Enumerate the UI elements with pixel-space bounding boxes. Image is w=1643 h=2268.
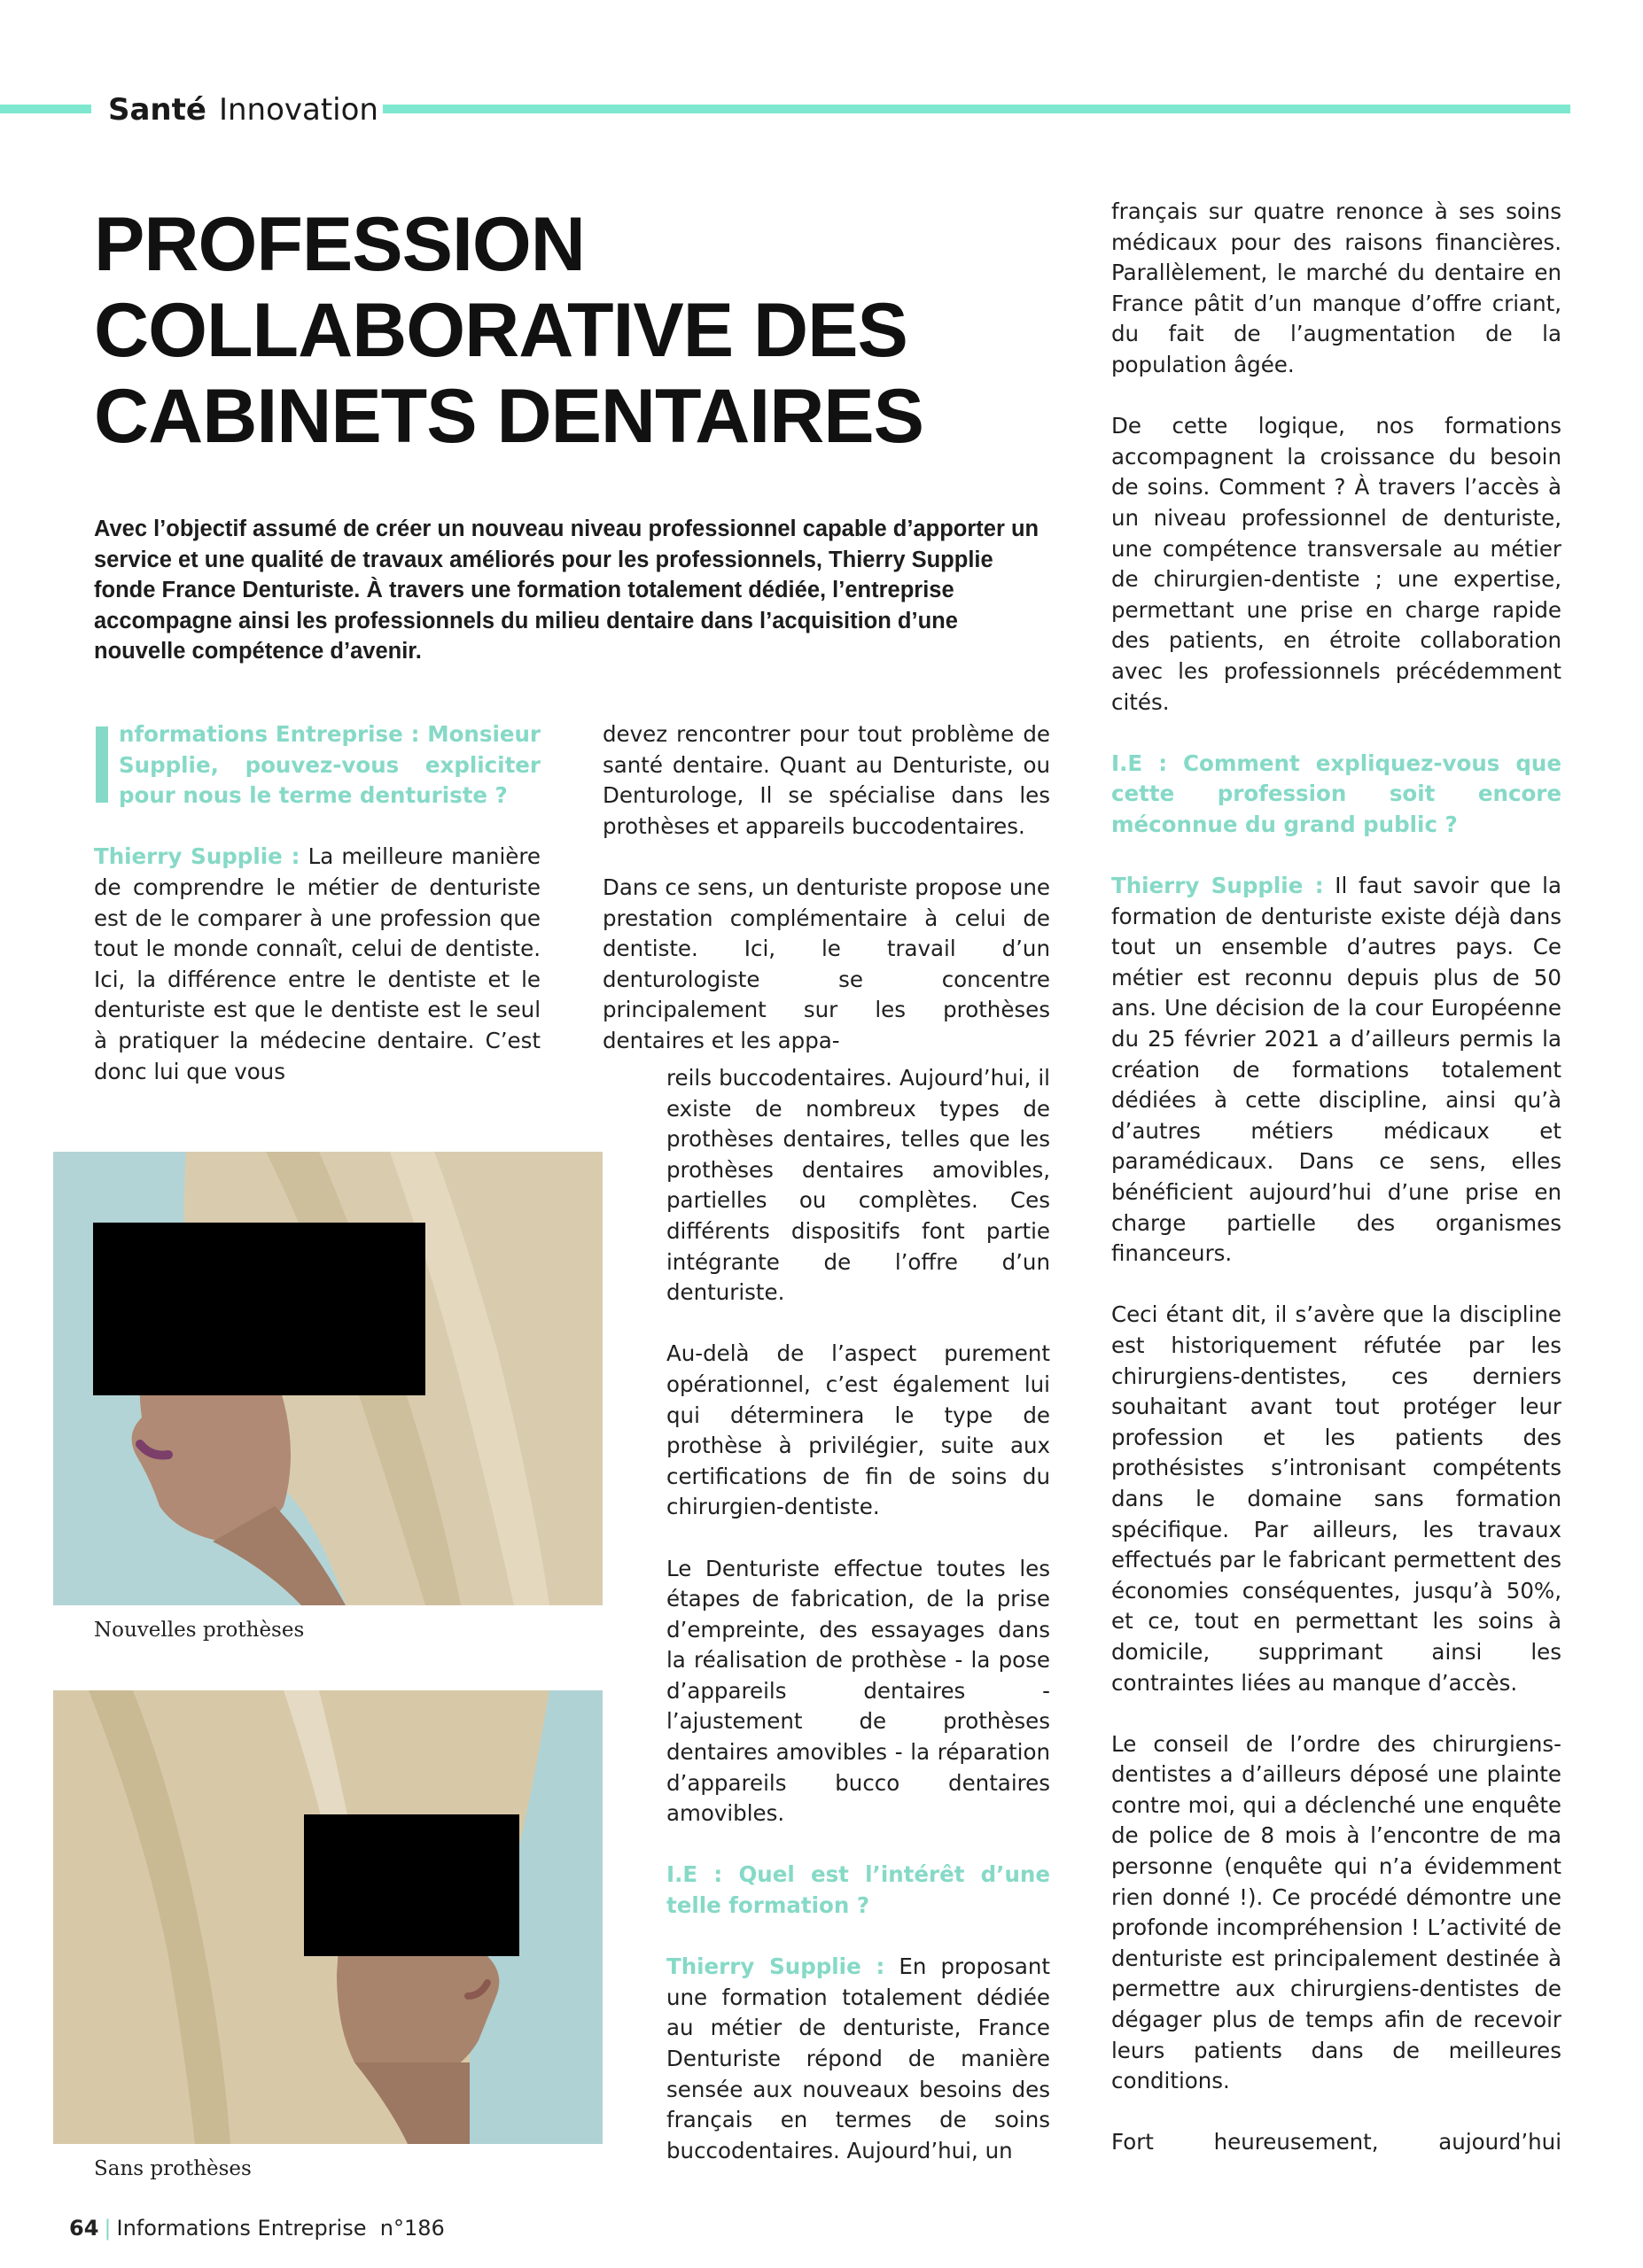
answer-3-text: Il faut savoir que la formation de denturiste existe déjà dans tout un ensemble d’autres pays. Ce métier est reconnu depuis plus de 50 ans. Une décision de la cour Européenne du 25 février 2021 a d’ailleurs permis la création de formations totalement dédiées à cette discipline, ainsi qu’à d’autres métiers médicaux et paramédicaux. Dans ce sens, elles bénéficient aujourd’hui d’une prise en charge partielle des organismes financeurs. — [1111, 873, 1561, 1267]
article-lead: Avec l’objectif assumé de créer un nouveau niveau professionnel capable d’apporter un service et une qualité de travaux améliorés pour les professionnels, Thierry Supplie fonde France Denturiste. À travers une formation totalement dédiée, l’entreprise accompagne ainsi les professionnels du milieu dentaire dans l’acquisition d’une nouvelle compétence d’avenir. — [94, 517, 1040, 664]
question-3: I.E : Comment expliquez-vous que cette profession soit encore méconnue du grand public ? — [1111, 750, 1561, 837]
col2-paragraph-2a: Dans ce sens, un denturiste propose une prestation complémentaire à celui de dentiste. Ici, le travail d’un denturologiste se concentre principalement sur les prothèses dentaires et les appa- — [603, 874, 1050, 1053]
answer-2 — [666, 1952, 1050, 2166]
header-rule-right — [383, 105, 1570, 113]
footer-separator: | — [104, 2216, 112, 2241]
column-1 — [94, 719, 541, 1118]
speaker-label: Thierry Supplie : — [94, 843, 300, 870]
question-2: I.E : Quel est l’intérêt d’une telle formation ? — [666, 1861, 1050, 1919]
caption-photo-2: Sans prothèses — [94, 2157, 252, 2180]
col2-paragraph-3: Au-delà de l’aspect purement opérationnel, c’est également lui qui déterminera le type de prothèse à privilégier, suite aux certifications de fin de soins du chirurgien-dentiste. — [666, 1340, 1050, 1520]
answer-1-text: La meilleure manière de comprendre le métier de denturiste est de le comparer à une profession que tout le monde connaît, celui de dentiste. Ici, la différence entre le dentiste et le denturiste est que le dentiste est le seul à pratiquer la médecine dentaire. C’est donc lui que vous — [94, 843, 541, 1084]
column-2-top — [603, 719, 1050, 1087]
speaker-label: Thierry Supplie : — [1111, 873, 1324, 899]
col3-paragraph-4: Ceci étant dit, il s’avère que la discipline est historiquement réfutée par les chirurgiens-dentistes, ces derniers souhaitant avant tout protéger leur profession et les patients des prothésistes s’intronisant compétents dans le domaine sans formation spécifique. Par ailleurs, les travaux effectués par le fabricant permettent des économies conséquentes, jusqu’à 50%, et ce, tout en permettant les soins à domicile, supprimant ainsi les contraintes liées au manque d’accès. — [1111, 1301, 1561, 1696]
col2-paragraph-1: devez rencontrer pour tout problème de santé dentaire. Quant au Denturiste, ou Denturologe, Il se spécialise dans les prothèses et appareils buccodentaires. — [603, 721, 1050, 839]
column-3 — [1111, 197, 1561, 2189]
answer-2-text: En proposant une formation totalement dédiée au métier de denturiste, France Denturiste répond de manière sensée aux nouveaux besoins des français en termes de soins buccodentaires. Aujourd’hui, un — [666, 1953, 1050, 2163]
section-header — [108, 92, 378, 128]
col3-paragraph-2: De cette logique, nos formations accompagnent la croissance du besoin de soins. Comment ? À travers l’accès à un niveau professionnel de denturiste, une compétence transversale au métier de chirurgien-dentiste ; une expertise, permettant une prise en charge rapide des patients, en étroite collaboration avec les professionnels précédemment cités. — [1111, 413, 1561, 715]
answer-1 — [94, 842, 541, 1087]
header-rule-left — [0, 105, 91, 113]
page-footer — [69, 2215, 445, 2241]
question-1: nformations Entreprise : Monsieur Supplie, pouvez-vous expliciter pour nous le terme denturiste ? — [119, 721, 541, 809]
col3-paragraph-1: français sur quatre renonce à ses soins médicaux pour des raisons financières. Parallèlement, le marché du dentaire en France pâtit d’un manque d’offre criant, du fait de l’augmentation de la population âgée. — [1111, 198, 1561, 377]
col2-paragraph-4: Le Denturiste effectue toutes les étapes de fabrication, de la prise d’empreinte, des essayages dans la réalisation de prothèse - la pose d’appareils dentaires - l’ajustement de prothèses dentaires amovibles - la réparation d’appareils bucco dentaires amovibles. — [666, 1555, 1050, 1827]
article-title: PROFESSION COLLABORATIVE DES CABINETS DENTAIRES — [94, 202, 924, 459]
photo-new-prosthesis — [53, 1152, 603, 1605]
speaker-label: Thierry Supplie : — [666, 1953, 885, 1980]
column-2-bottom — [666, 1063, 1050, 2197]
section-label: Santé — [108, 92, 206, 128]
issue-number: n°186 — [379, 2216, 445, 2241]
answer-3 — [1111, 871, 1561, 1270]
magazine-name: Informations Entreprise — [116, 2216, 367, 2241]
profile-photo-2 — [53, 1690, 603, 2144]
page-number: 64 — [69, 2216, 99, 2241]
col3-paragraph-6: Fort heureusement, aujourd’hui — [1111, 2129, 1561, 2155]
col2-paragraph-2b: reils buccodentaires. Aujourd’hui, il existe de nombreux types de prothèses dentaires, telles que les prothèses dentaires amovibles, partielles ou complètes. Ces différents dispositifs font partie intégrante de l’offre d’un denturiste. — [666, 1065, 1050, 1306]
photo-without-prosthesis — [53, 1690, 603, 2144]
profile-photo-1 — [53, 1152, 603, 1605]
caption-photo-1: Nouvelles prothèses — [94, 1619, 305, 1642]
col3-paragraph-5: Le conseil de l’ordre des chirurgiens-dentistes a d’ailleurs déposé une plainte contre moi, qui a déclenché une enquête de police de 8 mois à l’encontre de ma personne (enquête qui n’a évidemment rien donné !). Ce procédé démontre une profonde incompréhension ! L’activité de denturiste est principalement destinée à permettre aux chirurgiens-dentistes de dégager plus de temps afin de recevoir leurs patients dans de meilleures conditions. — [1111, 1730, 1561, 2094]
subsection-label: Innovation — [218, 92, 378, 128]
